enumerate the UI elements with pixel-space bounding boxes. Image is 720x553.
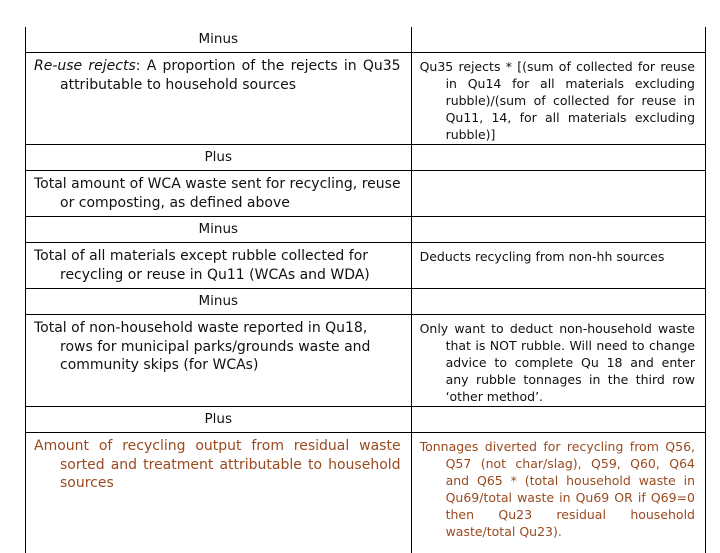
formula-text: Deducts recycling from non-hh sources xyxy=(412,243,705,265)
operator-cell xyxy=(26,145,412,171)
operator-label: Plus xyxy=(26,145,411,170)
description-text: Re-use rejects: A proportion of the rejects in Qu35 attributable to household sources xyxy=(26,53,411,94)
table-row-reuse-rejects xyxy=(26,53,706,145)
description-cell xyxy=(26,171,412,217)
formula-text: Tonnages diverted for recycling from Q56, Q57 (not char/slag), Q59, Q60, Q64 and Q65 * (total household waste in Qu69/total waste in Qu69 OR if Q69=0 then Qu23 residual household waste/total Qu23). xyxy=(412,433,705,540)
formula-text: Qu35 rejects * [(sum of collected for reuse in Qu14 for all materials excluding rubble)/(sum of collected for reuse in Qu11, 14, for all materials excluding rubble)] xyxy=(412,53,705,143)
operator-label: Minus xyxy=(26,27,411,52)
empty-cell xyxy=(411,217,705,243)
operator-label: Plus xyxy=(26,407,411,432)
description-cell xyxy=(26,243,412,289)
description-text: Total amount of WCA waste sent for recycling, reuse or composting, as defined above xyxy=(26,171,411,212)
description-text: Amount of recycling output from residual waste sorted and treatment attributable to household sources xyxy=(26,433,411,493)
description-cell xyxy=(26,433,412,553)
formula-cell xyxy=(411,433,705,553)
empty-cell xyxy=(411,27,705,53)
formula-cell xyxy=(411,243,705,289)
table-row-residual-recycling xyxy=(26,433,706,553)
empty-cell xyxy=(411,145,705,171)
empty-cell xyxy=(411,407,705,433)
operator-row-minus-2 xyxy=(26,217,706,243)
table-row-all-materials xyxy=(26,243,706,289)
operator-row-plus-2 xyxy=(26,407,706,433)
table-row-non-household xyxy=(26,315,706,407)
formula-cell xyxy=(411,53,705,145)
description-cell xyxy=(26,53,412,145)
operator-cell xyxy=(26,27,412,53)
formula-text xyxy=(412,171,705,176)
description-text: Total of non-household waste reported in Qu18, rows for municipal parks/grounds waste and community skips (for WCAs) xyxy=(26,315,411,375)
operator-row-minus-1 xyxy=(26,27,706,53)
formula-text: Only want to deduct non-household waste that is NOT rubble. Will need to change advice to complete Qu 18 and enter any rubble tonnages in the third row ‘other method’. xyxy=(412,315,705,405)
table-row-wca-total xyxy=(26,171,706,217)
description-text: Total of all materials except rubble collected for recycling or reuse in Qu11 (WCAs and WDA) xyxy=(26,243,411,284)
formula-cell xyxy=(411,171,705,217)
operator-cell xyxy=(26,289,412,315)
operator-row-plus-1 xyxy=(26,145,706,171)
operator-label: Minus xyxy=(26,217,411,242)
operator-label: Minus xyxy=(26,289,411,314)
description-cell xyxy=(26,315,412,407)
operator-cell xyxy=(26,407,412,433)
empty-cell xyxy=(411,289,705,315)
operator-cell xyxy=(26,217,412,243)
operator-row-minus-3 xyxy=(26,289,706,315)
term-label: Re-use rejects xyxy=(34,58,136,74)
calculation-table xyxy=(25,27,706,553)
formula-cell xyxy=(411,315,705,407)
